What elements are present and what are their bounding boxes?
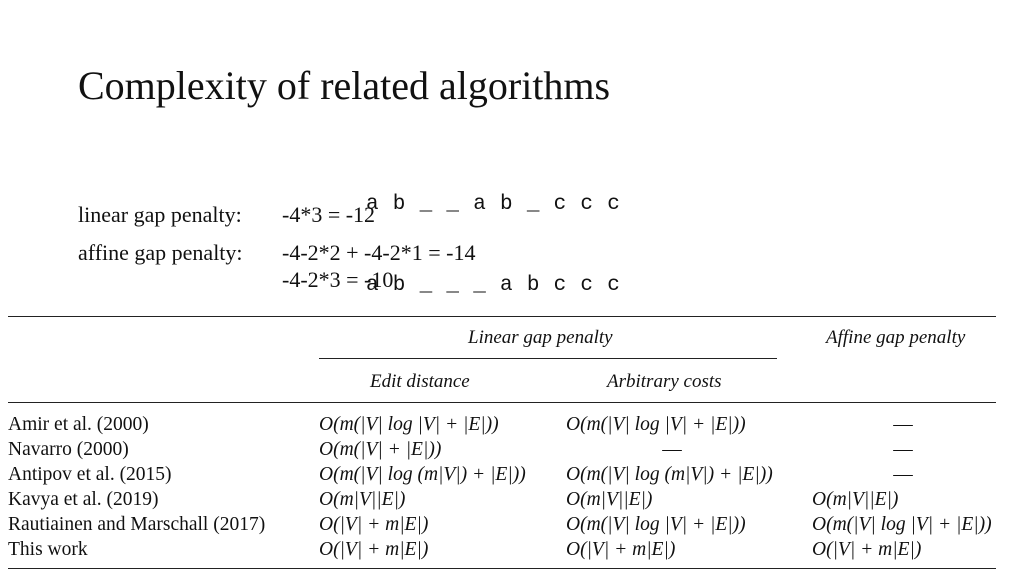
row-edit-distance-complexity: O(m(|V| log |V| + |E|)) (319, 414, 499, 435)
row-affine-complexity: — (893, 439, 913, 460)
header-edit-distance: Edit distance (370, 371, 470, 392)
row-algorithm-name: Amir et al. (2000) (8, 414, 149, 435)
row-algorithm-name: Kavya et al. (2019) (8, 489, 159, 510)
table-bottom-rule (8, 568, 996, 569)
row-edit-distance-complexity: O(m(|V| + |E|)) (319, 439, 442, 460)
linear-gap-penalty-value: -4*3 = -12 (282, 202, 376, 227)
slide-title: Complexity of related algorithms (78, 63, 611, 108)
row-algorithm-name: Navarro (2000) (8, 439, 129, 460)
row-affine-complexity: O(|V| + m|E|) (812, 539, 922, 560)
header-affine-gap-penalty: Affine gap penalty (826, 327, 966, 348)
row-arbitrary-costs-complexity: O(|V| + m|E|) (566, 539, 676, 560)
header-linear-gap-penalty: Linear gap penalty (468, 327, 613, 348)
row-edit-distance-complexity: O(m|V||E|) (319, 489, 406, 510)
linear-gap-penalty-line (78, 202, 375, 228)
row-arbitrary-costs-complexity: O(m(|V| log |V| + |E|)) (566, 514, 746, 535)
row-arbitrary-costs-complexity: — (662, 439, 682, 460)
affine-gap-penalty-value-2: -4-2*3 = -10 (282, 267, 394, 292)
row-algorithm-name: Antipov et al. (2015) (8, 464, 172, 485)
header-group-underline (319, 358, 777, 359)
table-header-rule (8, 402, 996, 403)
linear-gap-penalty-label: linear gap penalty: (78, 202, 242, 227)
complexity-table (8, 316, 996, 571)
header-arbitrary-costs: Arbitrary costs (607, 371, 722, 392)
row-arbitrary-costs-complexity: O(m(|V| log (m|V|) + |E|)) (566, 464, 773, 485)
row-affine-complexity: O(m(|V| log |V| + |E|)) (812, 514, 992, 535)
row-affine-complexity: O(m|V||E|) (812, 489, 899, 510)
sequence-alignment (366, 137, 621, 326)
table-row (8, 462, 996, 487)
table-row (8, 487, 996, 512)
table-row (8, 437, 996, 462)
row-arbitrary-costs-complexity: O(m|V||E|) (566, 489, 653, 510)
row-arbitrary-costs-complexity: O(m(|V| log |V| + |E|)) (566, 414, 746, 435)
affine-gap-penalty-label: affine gap penalty: (78, 240, 243, 265)
affine-gap-penalty-line (78, 240, 475, 266)
table-row (8, 537, 996, 562)
row-edit-distance-complexity: O(|V| + m|E|) (319, 539, 429, 560)
table-top-rule (8, 316, 996, 317)
row-edit-distance-complexity: O(m(|V| log (m|V|) + |E|)) (319, 464, 526, 485)
table-row (8, 412, 996, 437)
alignment-line-2: a b _ _ _ a b c c c (366, 274, 621, 297)
row-affine-complexity: — (893, 464, 913, 485)
row-edit-distance-complexity: O(|V| + m|E|) (319, 514, 429, 535)
table-row (8, 512, 996, 537)
row-affine-complexity: — (893, 414, 913, 435)
affine-gap-penalty-value-1: -4-2*2 + -4-2*1 = -14 (282, 240, 476, 265)
alignment-line-1: a b _ _ a b _ c c c (366, 193, 621, 216)
row-algorithm-name: This work (8, 539, 88, 560)
row-algorithm-name: Rautiainen and Marschall (2017) (8, 514, 266, 535)
